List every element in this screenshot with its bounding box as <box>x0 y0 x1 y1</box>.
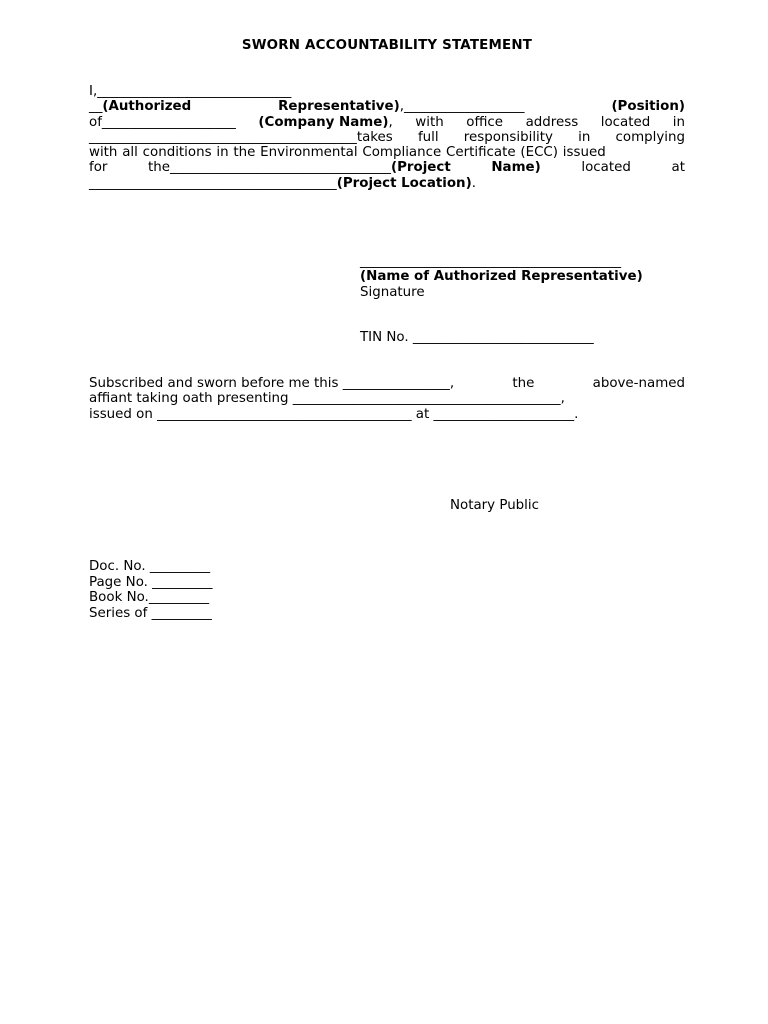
statement-word: located <box>581 160 631 176</box>
statement-word: with <box>415 114 444 130</box>
statement-line-1 <box>89 84 685 99</box>
company-name-label: (Company Name), <box>258 114 393 130</box>
signature-line: _______________________________________ <box>360 254 622 269</box>
jurat-line-1 <box>89 376 685 391</box>
project-location-label: (Project Location) <box>336 175 472 191</box>
statement-line-3 <box>89 115 685 130</box>
statement-word: address <box>525 114 579 130</box>
jurat-line-2: affiant taking oath presenting ________________________________________, <box>89 391 565 407</box>
statement-line-4 <box>89 130 685 145</box>
statement-line-5 <box>89 145 685 160</box>
statement-text: of____________________ <box>89 114 236 130</box>
statement-text: I,_____________________________ <box>89 84 292 99</box>
jurat-word: the <box>512 376 535 391</box>
statement-word: office <box>466 114 503 130</box>
statement-line-7 <box>89 176 685 191</box>
tin-number-line: TIN No. ___________________________ <box>360 330 594 345</box>
signature-name-label: (Name of Authorized Representative) <box>360 269 643 285</box>
statement-text: Representative),__________________ <box>278 99 525 115</box>
statement-text: __(Authorized <box>89 99 192 115</box>
statement-word: located <box>600 114 651 130</box>
statement-word: full <box>417 129 439 145</box>
page-number-entry: Page No. _________ <box>89 574 213 590</box>
statement-word: in <box>578 129 591 145</box>
jurat-text: Subscribed and sworn before me this ________________, <box>89 376 455 391</box>
statement-line-2 <box>89 99 685 114</box>
project-name-field: the_________________________________(Project <box>148 160 451 176</box>
statement-line-6 <box>89 160 685 175</box>
jurat-word: above-named <box>592 376 685 391</box>
statement-word: for <box>89 160 108 176</box>
statement-word: complying <box>615 129 685 145</box>
statement-word: responsibility <box>463 129 553 145</box>
document-title: SWORN ACCOUNTABILITY STATEMENT <box>241 38 533 53</box>
statement-paragraph <box>89 84 685 191</box>
doc-number-entry: Doc. No. _________ <box>89 559 211 574</box>
signature-label: Signature <box>360 284 425 300</box>
book-number-entry: Book No._________ <box>89 590 210 605</box>
statement-word: in <box>672 114 685 130</box>
statement-text: with all conditions in the Environmental Compliance Certificate (ECC) issued <box>89 145 606 161</box>
signature-block <box>360 254 690 300</box>
series-entry: Series of _________ <box>89 605 212 621</box>
statement-text: . <box>471 175 476 191</box>
jurat-line-3: issued on ______________________________________ at _____________________. <box>89 406 579 422</box>
statement-word: ________________________________________takes <box>89 129 393 145</box>
notarial-register-entries <box>89 559 212 621</box>
jurat-paragraph <box>89 376 685 422</box>
statement-word: at <box>671 160 685 176</box>
statement-text: _____________________________________ <box>89 175 337 191</box>
project-name-label: Name) <box>491 160 541 176</box>
notary-public-label: Notary Public <box>450 498 539 513</box>
position-label: (Position) <box>611 99 685 115</box>
